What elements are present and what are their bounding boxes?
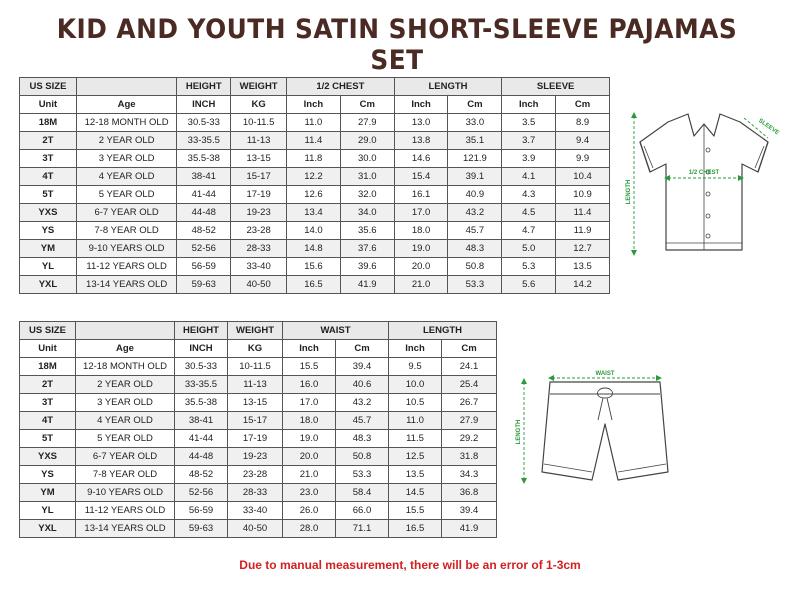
value-cell: 34.3	[442, 466, 497, 484]
unit-cell: INCH	[177, 96, 231, 114]
table-unit-row	[20, 340, 497, 358]
value-cell: 14.8	[287, 240, 341, 258]
value-cell: 28.0	[283, 520, 336, 538]
size-cell: 18M	[20, 114, 77, 132]
value-cell: 48-52	[177, 222, 231, 240]
value-cell: 5.6	[502, 276, 556, 294]
value-cell: 21.0	[283, 466, 336, 484]
table-row	[20, 358, 497, 376]
value-cell: 40-50	[231, 276, 287, 294]
value-cell: 66.0	[336, 502, 389, 520]
value-cell: 5 YEAR OLD	[76, 186, 177, 204]
value-cell: 4.5	[502, 204, 556, 222]
value-cell: 48.3	[336, 430, 389, 448]
value-cell: 58.4	[336, 484, 389, 502]
unit-cell: Cm	[448, 96, 502, 114]
value-cell: 44-48	[175, 448, 228, 466]
value-cell: 14.5	[389, 484, 442, 502]
value-cell: 15.4	[394, 168, 448, 186]
value-cell: 59-63	[175, 520, 228, 538]
value-cell: 29.2	[442, 430, 497, 448]
value-cell: 34.0	[340, 204, 394, 222]
value-cell: 56-59	[175, 502, 228, 520]
value-cell: 4.7	[502, 222, 556, 240]
value-cell: 6-7 YEAR OLD	[76, 448, 175, 466]
unit-cell: Cm	[556, 96, 610, 114]
size-cell: YXL	[20, 276, 77, 294]
value-cell: 36.8	[442, 484, 497, 502]
value-cell: 3 YEAR OLD	[76, 150, 177, 168]
value-cell: 15-17	[231, 168, 287, 186]
value-cell: 11.5	[389, 430, 442, 448]
value-cell: 10.0	[389, 376, 442, 394]
value-cell: 5.0	[502, 240, 556, 258]
value-cell: 43.2	[336, 394, 389, 412]
size-cell: 4T	[20, 412, 76, 430]
value-cell: 9.5	[389, 358, 442, 376]
table-header-row	[20, 78, 610, 96]
value-cell: 35.5-38	[177, 150, 231, 168]
value-cell: 14.0	[287, 222, 341, 240]
size-cell: YM	[20, 484, 76, 502]
value-cell: 11.8	[287, 150, 341, 168]
value-cell: 39.4	[442, 502, 497, 520]
value-cell: 23-28	[231, 222, 287, 240]
size-cell: YXS	[20, 204, 77, 222]
unit-cell: Cm	[442, 340, 497, 358]
table-row	[20, 240, 610, 258]
table-row	[20, 520, 497, 538]
unit-cell: Cm	[336, 340, 389, 358]
table-row	[20, 204, 610, 222]
table-row	[20, 132, 610, 150]
value-cell: 15.5	[283, 358, 336, 376]
value-cell: 9-10 YEARS OLD	[76, 484, 175, 502]
value-cell: 11-12 YEARS OLD	[76, 502, 175, 520]
size-cell: YXS	[20, 448, 76, 466]
value-cell: 14.2	[556, 276, 610, 294]
value-cell: 33.0	[448, 114, 502, 132]
value-cell: 30.5-33	[175, 358, 228, 376]
value-cell: 11-13	[231, 132, 287, 150]
shirt-icon	[640, 114, 768, 250]
value-cell: 26.0	[283, 502, 336, 520]
table-row	[20, 276, 610, 294]
value-cell: 15.5	[389, 502, 442, 520]
size-cell: YL	[20, 258, 77, 276]
size-cell: 2T	[20, 376, 76, 394]
value-cell: 16.5	[389, 520, 442, 538]
value-cell: 71.1	[336, 520, 389, 538]
header-cell	[76, 78, 177, 96]
value-cell: 39.1	[448, 168, 502, 186]
value-cell: 7-8 YEAR OLD	[76, 222, 177, 240]
shirt-diagram	[620, 100, 790, 265]
value-cell: 16.0	[283, 376, 336, 394]
unit-cell: Unit	[20, 96, 77, 114]
size-cell: YS	[20, 222, 77, 240]
value-cell: 41.9	[442, 520, 497, 538]
value-cell: 11-12 YEARS OLD	[76, 258, 177, 276]
value-cell: 50.8	[448, 258, 502, 276]
value-cell: 39.4	[336, 358, 389, 376]
value-cell: 24.1	[442, 358, 497, 376]
value-cell: 31.8	[442, 448, 497, 466]
header-cell: US SIZE	[20, 322, 76, 340]
value-cell: 40.6	[336, 376, 389, 394]
value-cell: 11.4	[287, 132, 341, 150]
table-row	[20, 222, 610, 240]
value-cell: 12-18 MONTH OLD	[76, 358, 175, 376]
value-cell: 41.9	[340, 276, 394, 294]
value-cell: 11.0	[287, 114, 341, 132]
value-cell: 17-19	[228, 430, 283, 448]
unit-cell: Unit	[20, 340, 76, 358]
value-cell: 15.6	[287, 258, 341, 276]
value-cell: 5 YEAR OLD	[76, 430, 175, 448]
value-cell: 11-13	[228, 376, 283, 394]
value-cell: 10.4	[556, 168, 610, 186]
value-cell: 27.9	[442, 412, 497, 430]
size-cell: 5T	[20, 430, 76, 448]
value-cell: 2 YEAR OLD	[76, 376, 175, 394]
value-cell: 38-41	[177, 168, 231, 186]
value-cell: 6-7 YEAR OLD	[76, 204, 177, 222]
unit-cell: Inch	[389, 340, 442, 358]
value-cell: 13.8	[394, 132, 448, 150]
value-cell: 53.3	[448, 276, 502, 294]
value-cell: 53.3	[336, 466, 389, 484]
value-cell: 33-35.5	[175, 376, 228, 394]
value-cell: 13.5	[389, 466, 442, 484]
unit-cell: INCH	[175, 340, 228, 358]
table-row	[20, 168, 610, 186]
unit-cell: KG	[228, 340, 283, 358]
value-cell: 19-23	[228, 448, 283, 466]
value-cell: 15-17	[228, 412, 283, 430]
value-cell: 18.0	[394, 222, 448, 240]
value-cell: 35.1	[448, 132, 502, 150]
unit-cell: Inch	[502, 96, 556, 114]
table-row	[20, 150, 610, 168]
value-cell: 13.0	[394, 114, 448, 132]
table-row	[20, 412, 497, 430]
size-cell: 4T	[20, 168, 77, 186]
value-cell: 3.5	[502, 114, 556, 132]
table-body	[20, 358, 497, 538]
value-cell: 37.6	[340, 240, 394, 258]
size-cell: 3T	[20, 150, 77, 168]
value-cell: 4 YEAR OLD	[76, 168, 177, 186]
unit-cell: KG	[231, 96, 287, 114]
value-cell: 3.7	[502, 132, 556, 150]
header-cell: US SIZE	[20, 78, 77, 96]
value-cell: 40-50	[228, 520, 283, 538]
shorts-diagram	[510, 368, 680, 493]
size-cell: YL	[20, 502, 76, 520]
table-row	[20, 258, 610, 276]
value-cell: 44-48	[177, 204, 231, 222]
value-cell: 13-14 YEARS OLD	[76, 520, 175, 538]
value-cell: 5.3	[502, 258, 556, 276]
value-cell: 45.7	[448, 222, 502, 240]
table-header-row	[20, 322, 497, 340]
value-cell: 33-35.5	[177, 132, 231, 150]
value-cell: 2 YEAR OLD	[76, 132, 177, 150]
size-cell: 3T	[20, 394, 76, 412]
value-cell: 52-56	[177, 240, 231, 258]
value-cell: 4.1	[502, 168, 556, 186]
value-cell: 20.0	[394, 258, 448, 276]
shorts-length-label: LENGTH	[516, 419, 522, 445]
value-cell: 12.2	[287, 168, 341, 186]
table-row	[20, 430, 497, 448]
value-cell: 59-63	[177, 276, 231, 294]
value-cell: 48-52	[175, 466, 228, 484]
value-cell: 10.9	[556, 186, 610, 204]
header-cell: LENGTH	[389, 322, 497, 340]
size-cell: YXL	[20, 520, 76, 538]
value-cell: 45.7	[336, 412, 389, 430]
value-cell: 35.6	[340, 222, 394, 240]
value-cell: 33-40	[228, 502, 283, 520]
shorts-icon	[542, 382, 668, 480]
value-cell: 18.0	[283, 412, 336, 430]
value-cell: 32.0	[340, 186, 394, 204]
table-row	[20, 484, 497, 502]
value-cell: 8.9	[556, 114, 610, 132]
value-cell: 52-56	[175, 484, 228, 502]
table-row	[20, 376, 497, 394]
header-cell: WEIGHT	[231, 78, 287, 96]
value-cell: 27.9	[340, 114, 394, 132]
header-cell: WEIGHT	[228, 322, 283, 340]
header-cell: WAIST	[283, 322, 389, 340]
value-cell: 12.6	[287, 186, 341, 204]
value-cell: 40.9	[448, 186, 502, 204]
value-cell: 10-11.5	[231, 114, 287, 132]
value-cell: 9.9	[556, 150, 610, 168]
value-cell: 38-41	[175, 412, 228, 430]
value-cell: 28-33	[231, 240, 287, 258]
value-cell: 41-44	[175, 430, 228, 448]
table-body	[20, 114, 610, 294]
value-cell: 19.0	[394, 240, 448, 258]
value-cell: 17.0	[283, 394, 336, 412]
value-cell: 19-23	[231, 204, 287, 222]
value-cell: 39.6	[340, 258, 394, 276]
value-cell: 48.3	[448, 240, 502, 258]
value-cell: 25.4	[442, 376, 497, 394]
value-cell: 3 YEAR OLD	[76, 394, 175, 412]
value-cell: 11.4	[556, 204, 610, 222]
value-cell: 13-14 YEARS OLD	[76, 276, 177, 294]
value-cell: 43.2	[448, 204, 502, 222]
size-cell: 2T	[20, 132, 77, 150]
table-row	[20, 466, 497, 484]
value-cell: 12.7	[556, 240, 610, 258]
table-row	[20, 394, 497, 412]
value-cell: 3.9	[502, 150, 556, 168]
header-cell: HEIGHT	[177, 78, 231, 96]
value-cell: 7-8 YEAR OLD	[76, 466, 175, 484]
value-cell: 30.0	[340, 150, 394, 168]
shirt-size-table	[19, 77, 610, 294]
table-row	[20, 186, 610, 204]
value-cell: 11.9	[556, 222, 610, 240]
value-cell: 11.0	[389, 412, 442, 430]
value-cell: 33-40	[231, 258, 287, 276]
shirt-chest-label: 1/2 CHEST	[688, 170, 720, 176]
header-cell: 1/2 CHEST	[287, 78, 395, 96]
value-cell: 29.0	[340, 132, 394, 150]
value-cell: 23.0	[283, 484, 336, 502]
value-cell: 4 YEAR OLD	[76, 412, 175, 430]
shirt-sleeve-label: SLEEVE	[757, 117, 780, 137]
value-cell: 14.6	[394, 150, 448, 168]
shorts-size-table	[19, 321, 497, 538]
measurement-note: Due to manual measurement, there will be an error of 1-3cm	[239, 558, 581, 572]
value-cell: 20.0	[283, 448, 336, 466]
unit-cell: Inch	[283, 340, 336, 358]
page-title: KID AND YOUTH SATIN SHORT-SLEEVE PAJAMAS SET	[56, 14, 738, 76]
value-cell: 28-33	[228, 484, 283, 502]
header-cell: LENGTH	[394, 78, 502, 96]
unit-cell: Age	[76, 340, 175, 358]
size-cell: 18M	[20, 358, 76, 376]
value-cell: 10-11.5	[228, 358, 283, 376]
size-cell: 5T	[20, 186, 77, 204]
table-row	[20, 448, 497, 466]
value-cell: 21.0	[394, 276, 448, 294]
value-cell: 9-10 YEARS OLD	[76, 240, 177, 258]
value-cell: 41-44	[177, 186, 231, 204]
table-row	[20, 502, 497, 520]
shirt-length-label: LENGTH	[626, 179, 632, 205]
value-cell: 16.5	[287, 276, 341, 294]
value-cell: 56-59	[177, 258, 231, 276]
value-cell: 17.0	[394, 204, 448, 222]
header-cell: SLEEVE	[502, 78, 610, 96]
value-cell: 17-19	[231, 186, 287, 204]
value-cell: 13.4	[287, 204, 341, 222]
value-cell: 9.4	[556, 132, 610, 150]
value-cell: 23-28	[228, 466, 283, 484]
value-cell: 13-15	[228, 394, 283, 412]
value-cell: 26.7	[442, 394, 497, 412]
value-cell: 13.5	[556, 258, 610, 276]
value-cell: 19.0	[283, 430, 336, 448]
unit-cell: Cm	[340, 96, 394, 114]
unit-cell: Inch	[287, 96, 341, 114]
size-cell: YM	[20, 240, 77, 258]
value-cell: 16.1	[394, 186, 448, 204]
value-cell: 13-15	[231, 150, 287, 168]
value-cell: 4.3	[502, 186, 556, 204]
size-cell: YS	[20, 466, 76, 484]
table-row	[20, 114, 610, 132]
value-cell: 35.5-38	[175, 394, 228, 412]
header-cell	[76, 322, 175, 340]
value-cell: 30.5-33	[177, 114, 231, 132]
header-cell: HEIGHT	[175, 322, 228, 340]
unit-cell: Inch	[394, 96, 448, 114]
value-cell: 121.9	[448, 150, 502, 168]
table-unit-row	[20, 96, 610, 114]
value-cell: 50.8	[336, 448, 389, 466]
value-cell: 12.5	[389, 448, 442, 466]
shorts-waist-label: WAIST	[595, 371, 615, 377]
value-cell: 31.0	[340, 168, 394, 186]
unit-cell: Age	[76, 96, 177, 114]
value-cell: 10.5	[389, 394, 442, 412]
value-cell: 12-18 MONTH OLD	[76, 114, 177, 132]
